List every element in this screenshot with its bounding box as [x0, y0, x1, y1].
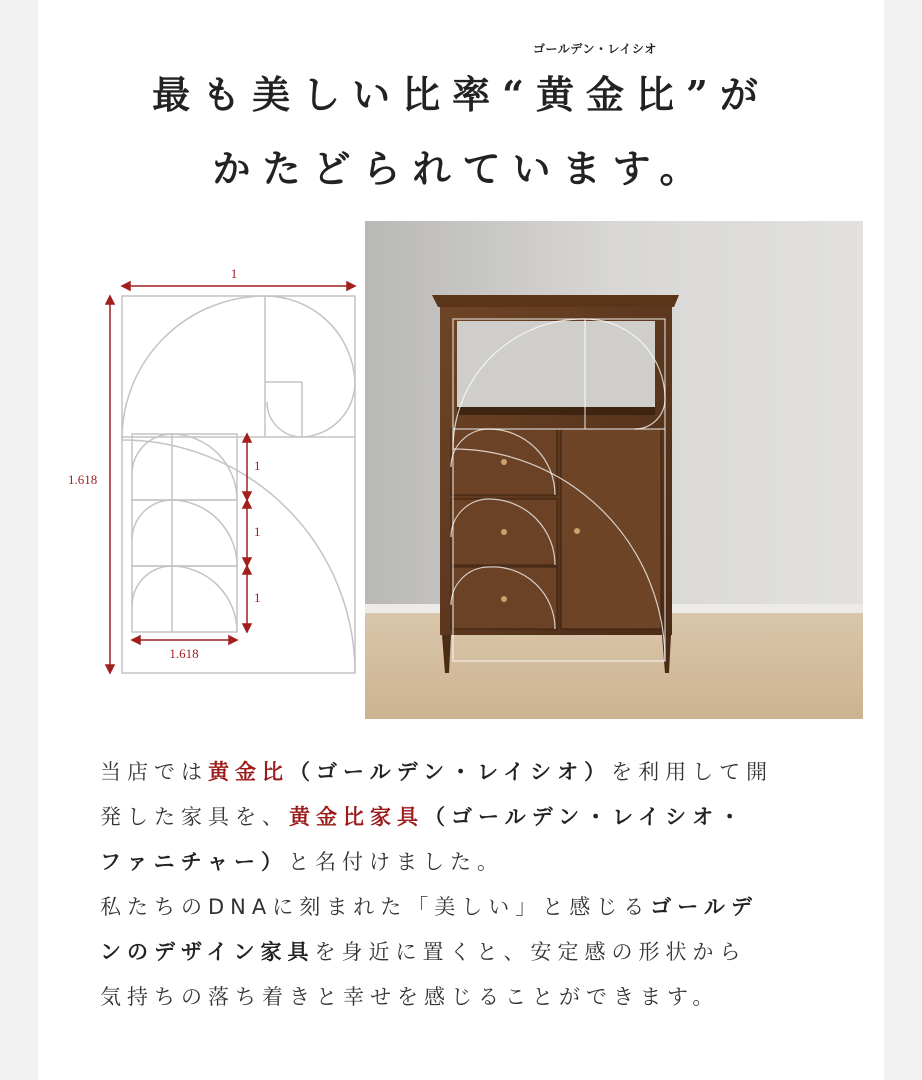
bold-text: ゴールデ — [650, 895, 758, 919]
cabinet — [432, 295, 679, 673]
unit-label-3: 1 — [254, 590, 261, 605]
heading-line-2: かたどられています。 — [212, 146, 710, 191]
description — [100, 750, 840, 1020]
description-line — [100, 840, 840, 885]
body-text: 当店では — [100, 760, 208, 784]
description-line — [100, 750, 840, 795]
heading-line-1: 最も美しい比率“黄金比”が — [152, 72, 770, 117]
description-line — [100, 885, 840, 930]
description-line — [100, 930, 840, 975]
description-line — [100, 975, 840, 1020]
height-label: 1.618 — [68, 472, 98, 487]
body-text: 私たちのDNAに刻まれた「美しい」と感じる — [100, 895, 651, 919]
description-line — [100, 795, 840, 840]
body-text: を利用して開 — [611, 760, 774, 784]
cabinet-photo — [365, 221, 863, 719]
body-text: と名付けました。 — [287, 850, 504, 874]
bold-text: ファニチャー） — [100, 850, 288, 874]
bold-text: ンのデザイン家具 — [100, 940, 315, 964]
highlight-text: 黄金比家具 — [289, 805, 424, 829]
bold-text: （ゴールデン・レイシオ） — [289, 760, 612, 784]
highlight-text: 黄金比 — [208, 760, 289, 784]
heading-ruby: ゴールデン・レイシオ — [533, 42, 657, 56]
diagram-lines — [122, 296, 355, 673]
unit-label-2: 1 — [254, 524, 261, 539]
golden-ratio-diagram — [62, 262, 362, 682]
body-text: 発した家具を、 — [100, 805, 289, 829]
drawer-width-label: 1.618 — [169, 646, 199, 661]
unit-label-1: 1 — [254, 458, 261, 473]
body-text: 気持ちの落ち着きと幸せを感じることができます。 — [100, 985, 720, 1009]
bold-text: （ゴールデン・レイシオ・ — [424, 805, 747, 829]
width-label: 1 — [230, 266, 238, 281]
body-text: を身近に置くと、安定感の形状から — [314, 940, 747, 964]
diagram-arrows — [106, 282, 355, 673]
